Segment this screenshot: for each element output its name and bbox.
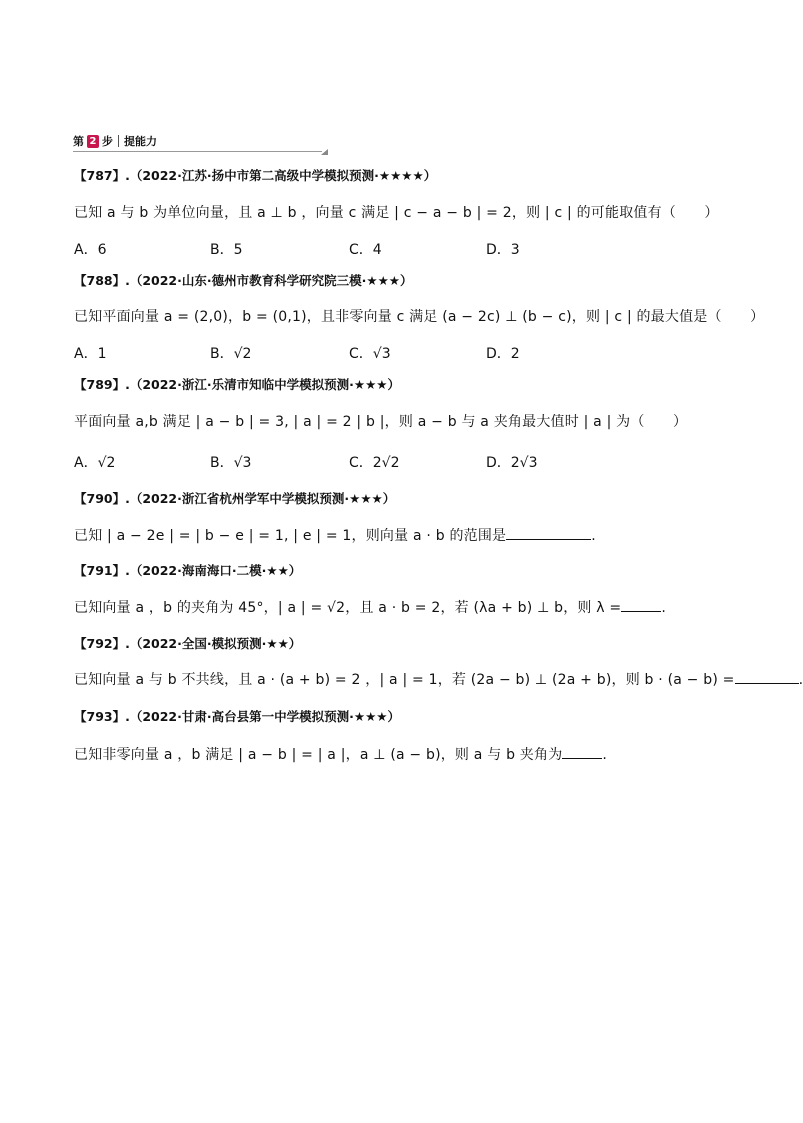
question-790-header: 【790】.（2022·浙江省杭州学军中学模拟预测·★★★） [74, 491, 396, 506]
section-divider [118, 135, 119, 147]
option-b: B．√2 [210, 346, 252, 362]
question-793-line: 已知非零向量 a ，b 满足 | a − b | = | a |，a ⊥ (a − b)，则 a 与 b 夹角为 . [74, 747, 608, 763]
section-step-number: 2 [87, 135, 99, 148]
question-793-header: 【793】.（2022·甘肃·高台县第一中学模拟预测·★★★） [74, 709, 400, 724]
option-d: D．2√3 [486, 455, 538, 471]
option-d: D．2 [486, 346, 520, 362]
section-suffix: 步 [102, 135, 113, 148]
question-792-line: 已知向量 a 与 b 不共线，且 a · (a + b) = 2 ，| a | = 1，若 (2a − b) ⊥ (2a + b)，则 b · (a − b) = . [74, 672, 803, 688]
question-790-stem: 已知 | a − 2e | = | b − e | = 1, | e | = 1，则向量 a · b 的范围是 [74, 528, 507, 544]
question-789-stem: 平面向量 a,b 满足 | a − b | = 3, | a | = 2 | b |，则 a − b 与 a 夹角最大值时 | a | 为（ ） [74, 414, 688, 430]
question-790-line: 已知 | a − 2e | = | b − e | = 1, | e | = 1，则向量 a · b 的范围是 . [74, 528, 596, 544]
answer-blank [506, 527, 591, 540]
answer-blank [621, 599, 661, 612]
question-791-line: 已知向量 a ，b 的夹角为 45°，| a | = √2，且 a · b = 2，若 (λa + b) ⊥ b，则 λ = . [74, 600, 666, 616]
section-underline [73, 151, 322, 152]
question-791-header: 【791】.（2022·海南海口·二模·★★） [74, 563, 302, 578]
question-792-header: 【792】.（2022·全国·模拟预测·★★） [74, 636, 302, 651]
option-b: B．√3 [210, 455, 252, 471]
section-prefix: 第 [73, 135, 84, 148]
question-788-stem: 已知平面向量 a = (2,0)，b = (0,1)，且非零向量 c 满足 (a − 2c) ⊥ (b − c)，则 | c | 的最大值是（ ） [74, 309, 765, 325]
option-c: C．4 [349, 242, 382, 258]
section-corner-triangle [321, 149, 328, 155]
option-c: C．√3 [349, 346, 391, 362]
option-a: A．6 [74, 242, 107, 258]
question-791-stem: 已知向量 a ，b 的夹角为 45°，| a | = √2，且 a · b = 2，若 (λa + b) ⊥ b，则 λ = [74, 600, 622, 616]
question-792-stem: 已知向量 a 与 b 不共线，且 a · (a + b) = 2 ，| a | = 1，若 (2a − b) ⊥ (2a + b)，则 b · (a − b) = [74, 672, 735, 688]
question-793-stem: 已知非零向量 a ，b 满足 | a − b | = | a |，a ⊥ (a − b)，则 a 与 b 夹角为 [74, 747, 563, 763]
option-a: A．1 [74, 346, 107, 362]
option-a: A．√2 [74, 455, 116, 471]
answer-blank [735, 671, 799, 684]
option-b: B．5 [210, 242, 243, 258]
question-787-stem: 已知 a 与 b 为单位向量，且 a ⊥ b ，向量 c 满足 | c − a − b | = 2，则 | c | 的可能取值有（ ） [74, 205, 719, 221]
section-title: 提能力 [124, 135, 157, 148]
question-787-header: 【787】.（2022·江苏·扬中市第二高级中学模拟预测·★★★★） [74, 168, 437, 183]
option-d: D．3 [486, 242, 520, 258]
answer-blank [562, 746, 602, 759]
section-header [73, 133, 328, 149]
question-788-header: 【788】.（2022·山东·德州市教育科学研究院三模·★★★） [74, 273, 413, 288]
option-c: C．2√2 [349, 455, 400, 471]
question-789-header: 【789】.（2022·浙江·乐清市知临中学模拟预测·★★★） [74, 377, 400, 392]
